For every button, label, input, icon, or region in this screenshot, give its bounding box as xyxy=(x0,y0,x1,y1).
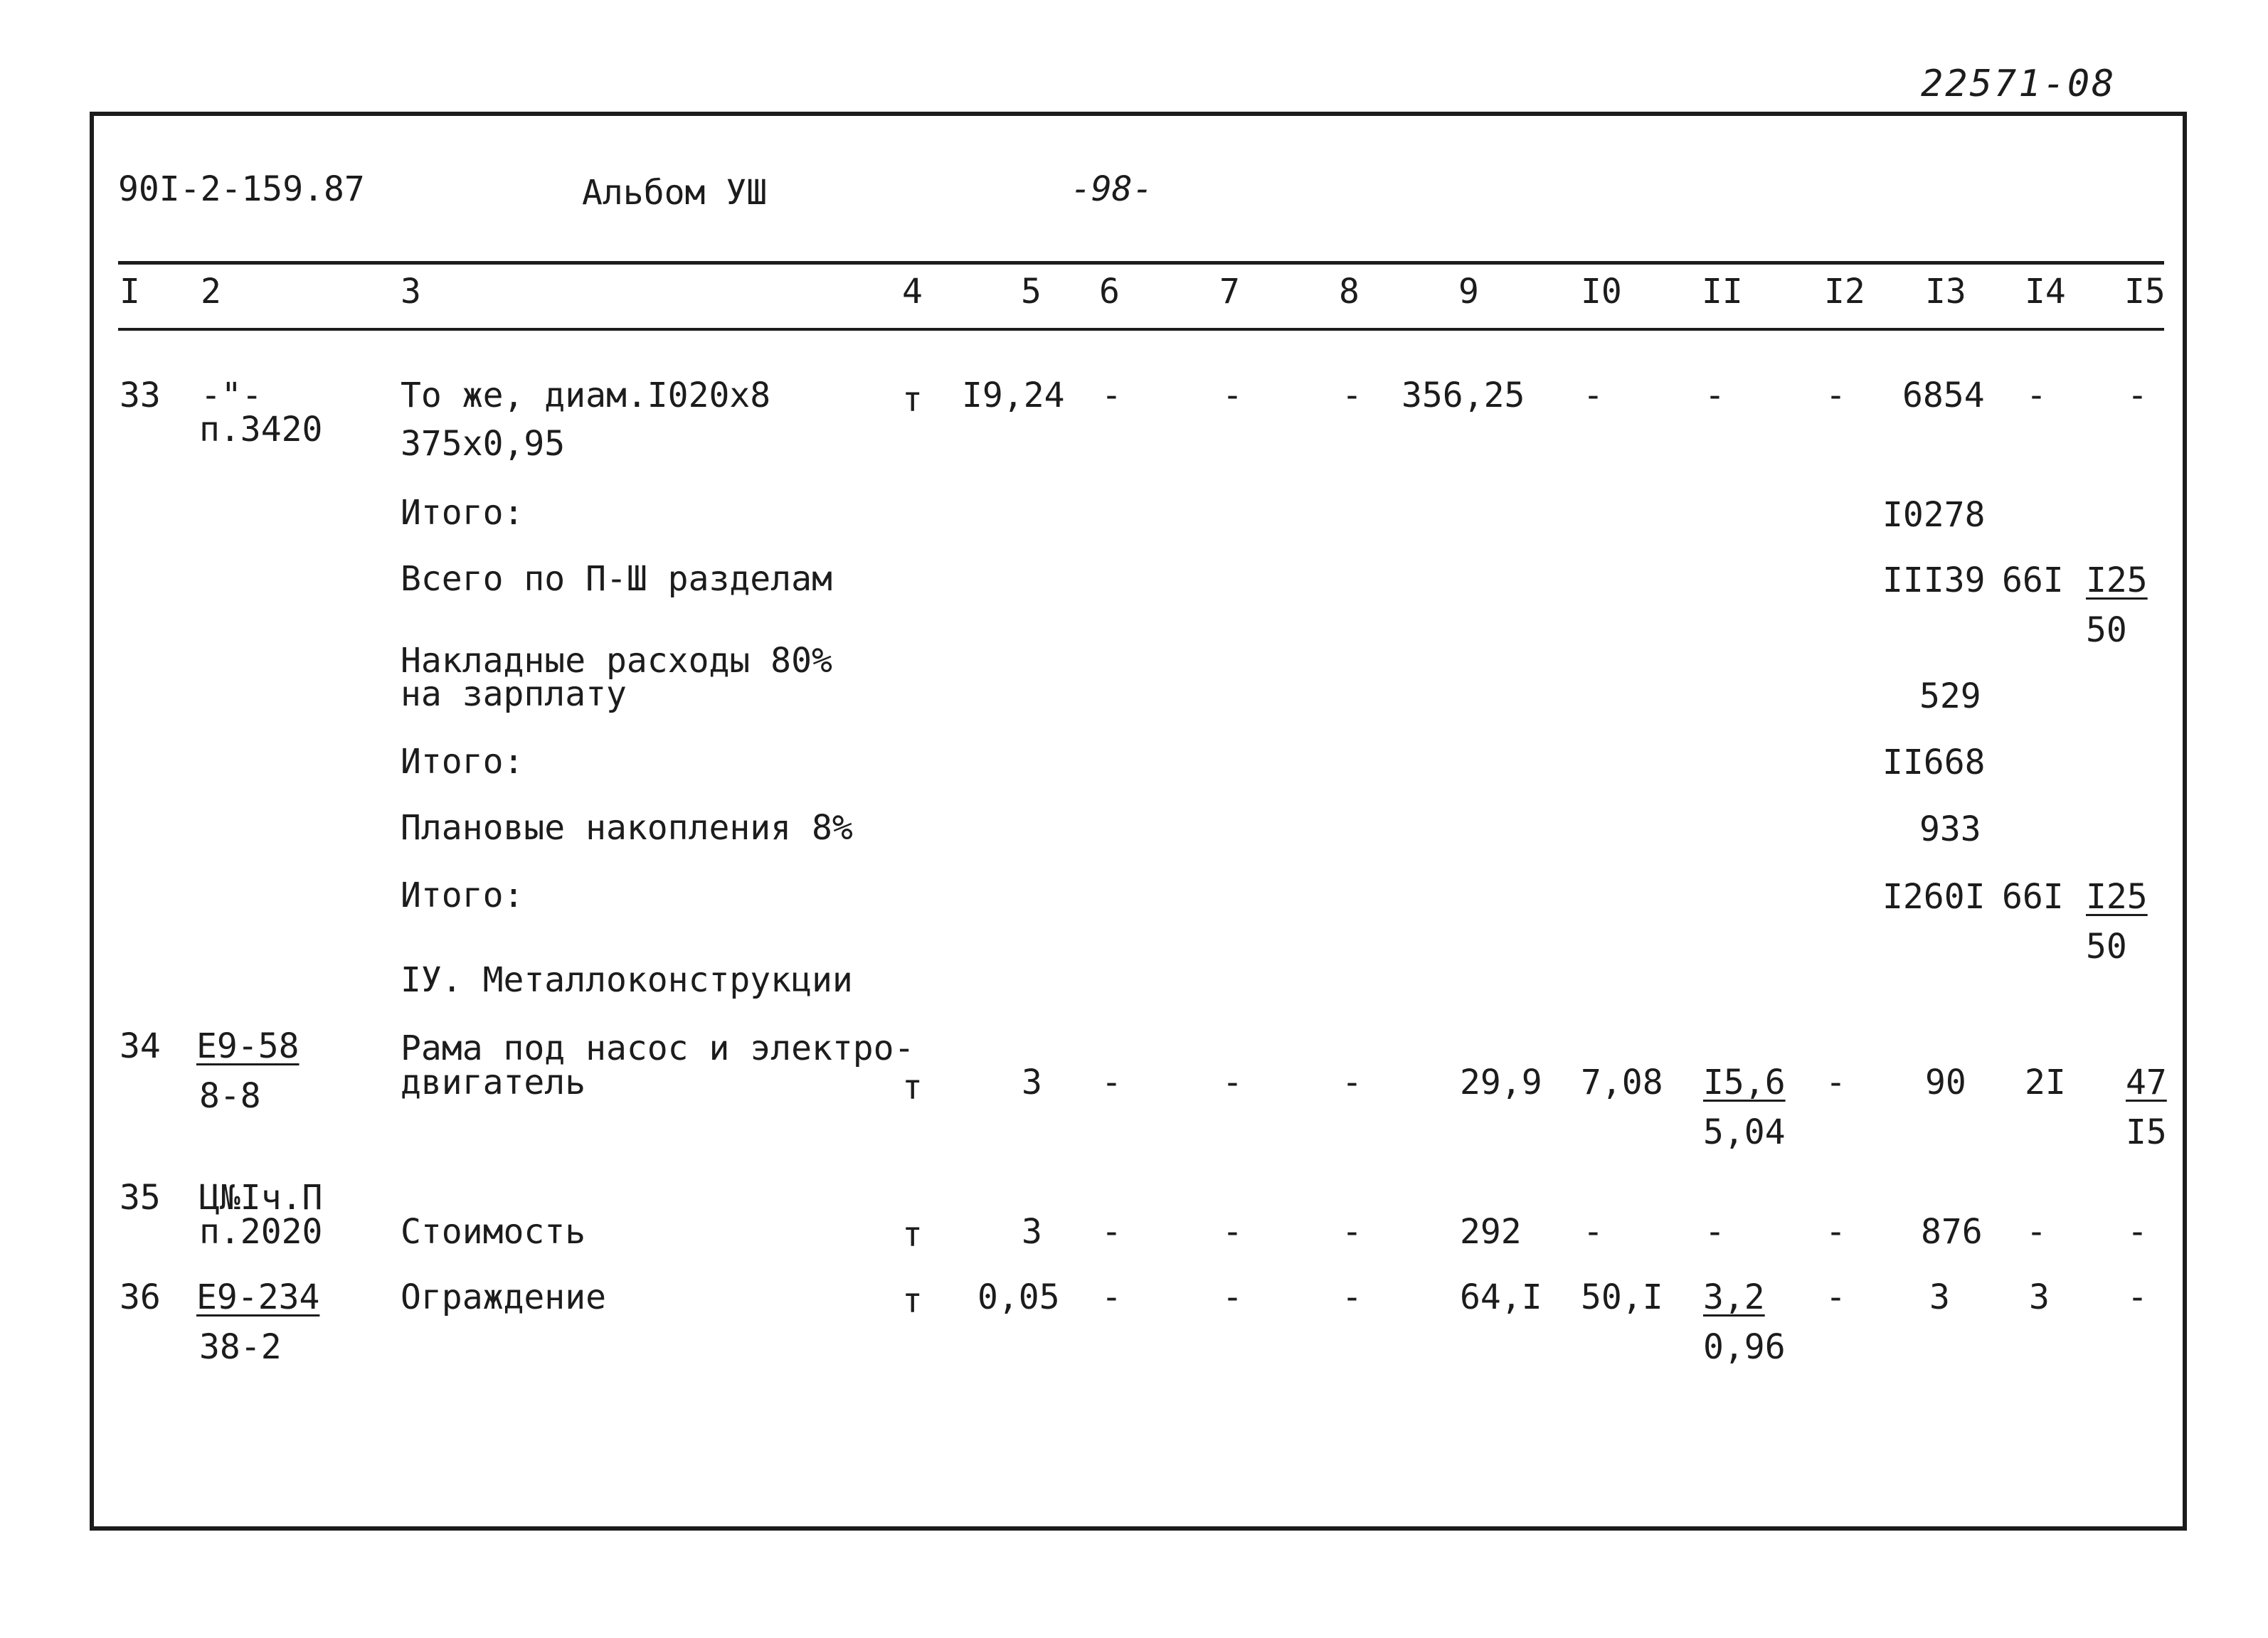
norm-code-sub: п.3420 xyxy=(199,410,323,450)
col-header-6: 6 xyxy=(1099,272,1120,312)
col14-value: - xyxy=(2026,1212,2047,1252)
col-header-1: I xyxy=(120,272,140,312)
row-number: 33 xyxy=(120,376,161,415)
norm-code: Ц№Iч.П xyxy=(199,1178,323,1218)
item-name-line2: 375х0,95 xyxy=(401,424,566,464)
col-header-5: 5 xyxy=(1021,272,1042,312)
item-name: То же, диам.I020х8 xyxy=(401,376,771,415)
norm-code: Е9-234 xyxy=(196,1277,320,1317)
col8-value: - xyxy=(1342,376,1362,415)
header-rule-bottom xyxy=(118,328,2164,331)
col-header-2: 2 xyxy=(201,272,221,312)
col15-value-bottom: I5 xyxy=(2126,1112,2167,1152)
norm-code-sub: 8-8 xyxy=(199,1076,261,1116)
item-name: Рама под насос и электро- xyxy=(401,1028,915,1068)
col13-value: 933 xyxy=(1919,809,1981,849)
col6-value: - xyxy=(1101,1212,1122,1252)
row-number: 34 xyxy=(120,1026,161,1066)
col-header-8: 8 xyxy=(1339,272,1360,312)
col5-value: 3 xyxy=(1022,1212,1042,1252)
row-number: 35 xyxy=(120,1178,161,1218)
item-name: Накладные расходы 80% xyxy=(401,641,832,681)
item-name: Ограждение xyxy=(401,1277,606,1317)
col12-value: - xyxy=(1825,376,1846,415)
header-rule-top xyxy=(118,261,2164,265)
col6-value: - xyxy=(1101,376,1122,415)
col-header-3: 3 xyxy=(401,272,421,312)
col-header-7: 7 xyxy=(1219,272,1240,312)
series-code: 90I-2-159.87 xyxy=(118,169,365,209)
album-label: Альбом УШ xyxy=(582,173,768,213)
col-header-11: II xyxy=(1702,272,1743,312)
col15-value-top: I25 xyxy=(2086,560,2148,600)
col-header-15: I5 xyxy=(2124,272,2166,312)
col-header-10: I0 xyxy=(1581,272,1622,312)
col10-value: 50,I xyxy=(1581,1277,1663,1317)
col7-value: - xyxy=(1222,1277,1243,1317)
item-name: Плановые накопления 8% xyxy=(401,808,853,848)
col13-value: II668 xyxy=(1882,743,1986,782)
col9-value: 29,9 xyxy=(1460,1063,1542,1102)
norm-code: -"- xyxy=(201,376,263,415)
col15-value-top: I25 xyxy=(2086,877,2148,917)
col9-value: 292 xyxy=(1460,1212,1522,1252)
section-heading: IУ. Металлоконструкции xyxy=(401,960,853,1000)
col13-value: 90 xyxy=(1925,1063,1966,1102)
col7-value: - xyxy=(1222,376,1243,415)
col13-value: III39 xyxy=(1882,560,1986,600)
col10-value: - xyxy=(1583,1212,1604,1252)
unit: т xyxy=(902,380,923,420)
unit: т xyxy=(902,1215,923,1255)
item-name-line2: на зарплату xyxy=(401,674,627,714)
col13-value: 3 xyxy=(1929,1277,1950,1317)
col6-value: - xyxy=(1101,1277,1122,1317)
col13-value: 876 xyxy=(1921,1212,1983,1252)
row-number: 36 xyxy=(120,1277,161,1317)
col13-value: I0278 xyxy=(1882,495,1986,535)
col7-value: - xyxy=(1222,1212,1243,1252)
col7-value: - xyxy=(1222,1063,1243,1102)
col11-value-top: I5,6 xyxy=(1703,1063,1786,1102)
col14-value: 3 xyxy=(2029,1277,2050,1317)
col14-value: 66I xyxy=(2002,560,2064,600)
col-header-14: I4 xyxy=(2025,272,2066,312)
col13-value: 6854 xyxy=(1902,376,1985,415)
col14-value: 2I xyxy=(2025,1063,2066,1102)
item-name: Стоимость xyxy=(401,1212,586,1252)
col13-value: 529 xyxy=(1919,676,1981,716)
document-number: 22571-08 xyxy=(1921,63,2116,105)
col11-value-bottom: 0,96 xyxy=(1703,1327,1786,1367)
item-name: Итого: xyxy=(401,876,524,915)
col11-value-top: 3,2 xyxy=(1703,1277,1765,1317)
col12-value: - xyxy=(1825,1063,1846,1102)
col8-value: - xyxy=(1342,1277,1362,1317)
col11-value-bottom: 5,04 xyxy=(1703,1112,1786,1152)
col15-value: - xyxy=(2127,1212,2148,1252)
col5-value: 0,05 xyxy=(977,1277,1060,1317)
col13-value: I260I xyxy=(1882,877,1986,917)
item-name: Итого: xyxy=(401,742,524,782)
item-name: Итого: xyxy=(401,493,524,533)
col11-value: - xyxy=(1705,376,1725,415)
col15-value-top: 47 xyxy=(2126,1063,2167,1102)
col9-value: 356,25 xyxy=(1401,376,1525,415)
col11-value: - xyxy=(1705,1212,1725,1252)
col-header-13: I3 xyxy=(1925,272,1966,312)
col12-value: - xyxy=(1825,1212,1846,1252)
unit: т xyxy=(902,1068,923,1107)
col6-value: - xyxy=(1101,1063,1122,1102)
item-name-line2: двигатель xyxy=(401,1063,586,1102)
unit: т xyxy=(902,1281,923,1321)
col15-value-bottom: 50 xyxy=(2086,610,2127,650)
col15-value-bottom: 50 xyxy=(2086,927,2127,967)
col10-value: - xyxy=(1583,376,1604,415)
col5-value: 3 xyxy=(1022,1063,1042,1102)
col5-value: I9,24 xyxy=(962,376,1065,415)
col-header-9: 9 xyxy=(1458,272,1479,312)
col15-value: - xyxy=(2127,1277,2148,1317)
col-header-12: I2 xyxy=(1824,272,1865,312)
norm-code: Е9-58 xyxy=(196,1026,300,1066)
col-header-4: 4 xyxy=(902,272,923,312)
norm-code-sub: п.2020 xyxy=(199,1212,323,1252)
page-number: -98- xyxy=(1071,169,1153,209)
col12-value: - xyxy=(1825,1277,1846,1317)
col8-value: - xyxy=(1342,1063,1362,1102)
col14-value: 66I xyxy=(2002,877,2064,917)
col10-value: 7,08 xyxy=(1581,1063,1663,1102)
col8-value: - xyxy=(1342,1212,1362,1252)
col15-value: - xyxy=(2127,376,2148,415)
norm-code-sub: 38-2 xyxy=(199,1327,282,1367)
col14-value: - xyxy=(2026,376,2047,415)
col9-value: 64,I xyxy=(1460,1277,1542,1317)
item-name: Всего по П-Ш разделам xyxy=(401,559,832,599)
